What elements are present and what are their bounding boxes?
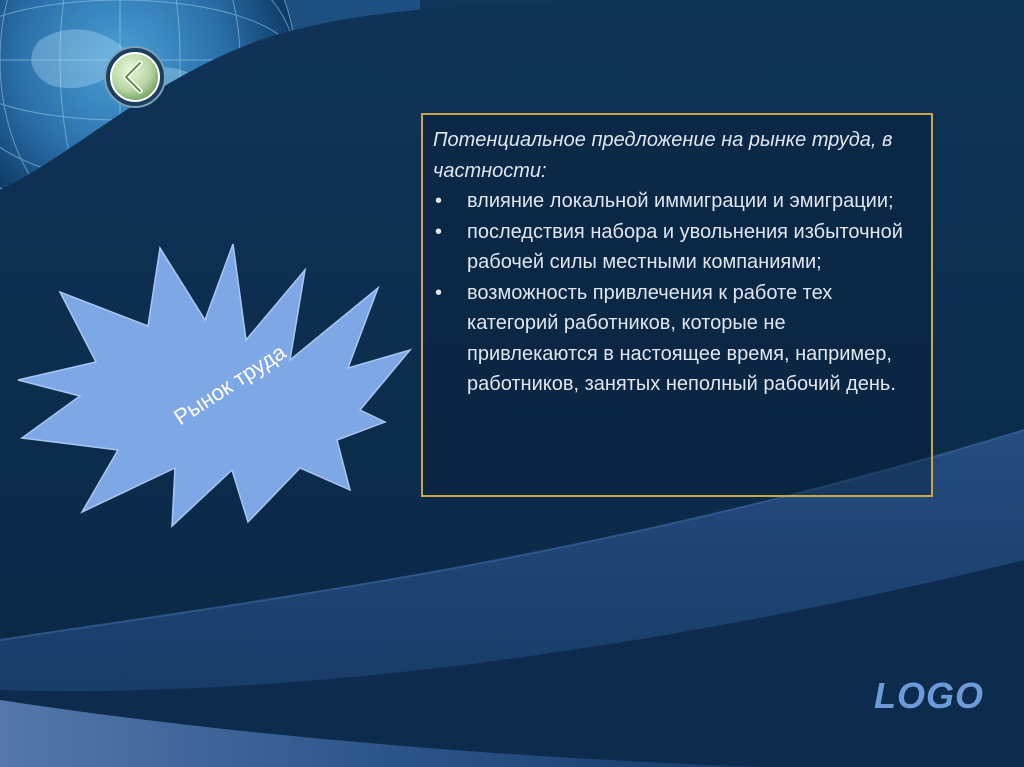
back-button[interactable] <box>103 45 167 109</box>
content-intro: Потенциальное предложение на рынке труда, в частности: <box>433 129 893 182</box>
list-item: • последствия набора и увольнения избыточной рабочей силы местными компаниями; <box>433 217 919 278</box>
content-list <box>433 186 919 400</box>
list-item: • возможность привлечения к работе тех категорий работников, которые не привлекаются в настоящее время, например, работников, занятых неполный рабочий день. <box>433 278 919 400</box>
logo-text: LOGO <box>874 675 984 716</box>
chevron-left-icon <box>103 45 167 109</box>
content-box <box>421 113 933 497</box>
star-label: Рынок труда <box>169 339 291 430</box>
list-item: • влияние локальной иммиграции и эмиграции; <box>433 186 919 217</box>
